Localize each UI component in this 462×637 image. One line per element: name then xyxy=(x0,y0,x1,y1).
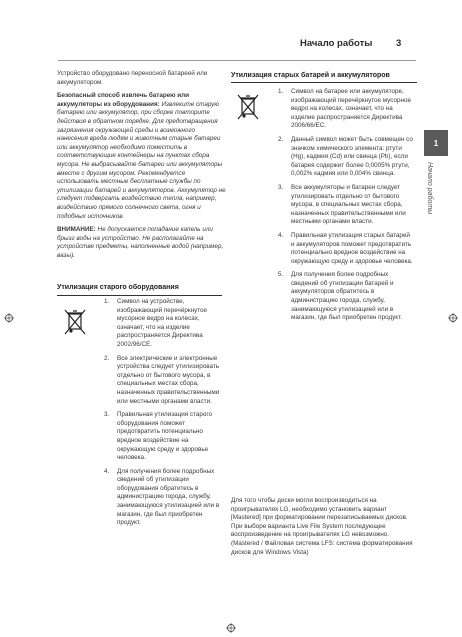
crossed-out-wheeled-bin-icon xyxy=(63,308,87,336)
battery-disposal-heading: Утилизация старых батарей и аккумуляторов xyxy=(231,72,390,79)
battery-removal-body: Извлеките старую батарею или аккумулятор, при сборке повторите действия в обратном порядке. Для предотвращения загрязнения окружающей среды и возможного нанесения вреда людям и животным старые батареи или аккумулятор необходимо поместить в соответствующие контейнеры на пунктах сбора мусора. Не выбрасывайте батареи или аккумуляторы вместе с другим мусором. Рекомендуется использовать местные бесплатные службы по утилизации батарей и аккумуляторов. Аккумулятор не следует подвергать воздействию тепла, например, воздействию прямого солнечного света, огня и подобных источников. xyxy=(57,100,226,220)
battery-intro: Устройство оборудовано переносной батареей или аккумулятором. xyxy=(57,70,208,86)
chapter-label: Начало работы xyxy=(426,162,433,215)
warning-paragraph xyxy=(57,226,227,260)
battery-disposal-list xyxy=(278,88,414,328)
header-rule xyxy=(58,60,416,61)
equipment-disposal-heading: Утилизация старого оборудования xyxy=(57,284,179,291)
registration-mark-icon xyxy=(4,313,14,323)
crossed-out-wheeled-bin-icon xyxy=(236,93,260,121)
page-header-title: Начало работы xyxy=(300,38,373,49)
registration-mark-icon xyxy=(448,313,458,323)
list-item: 5. Для получения более подробных сведений об утилизации батарей и аккумуляторов обратитесь в администрацию города, службу, занимающуюся утилизацией или в магазин, где был приобретен продукт. xyxy=(278,271,403,322)
list-item: 1. Символ на устройстве, изображающий перечёркнутое мусорное ведро на колесах, означает, что на изделие распространяется Директива 2002/96/CE. xyxy=(104,298,208,348)
battery-heading-rule xyxy=(231,82,417,83)
disc-format-note: Для того чтобы диски могли воспроизводиться на проигрывателях LG, необходимо установить вариант [Mastered] при форматировании перезаписываемых дисков. При выборе варианта Live File System последующее воспроизведение на проигрывателях LG невозможно. (Mastered / Файловая система LFS: система форматирования дисков для Windows Vista) xyxy=(231,497,413,556)
battery-removal-paragraph xyxy=(57,92,227,221)
registration-mark-icon xyxy=(226,623,236,633)
warning-label: ВНИМАНИЕ: xyxy=(57,226,96,234)
list-item: 2. Все электрические и электронные устройства следует утилизировать отдельно от бытового мусора, в специальных местах сбора, назначенных правительственными или местными органами власти. xyxy=(104,354,220,405)
list-item: 3. Все аккумуляторы и батареи следует утилизировать отдельно от бытового мусора, в специальных местах сбора, назначенных правительственными или местными органами власти. xyxy=(278,183,406,226)
equipment-disposal-list xyxy=(104,298,224,533)
list-item: 1. Символ на батарее или аккумуляторе, изображающий перечёркнутое мусорное ведро на колесах, означает, что на изделие распространяется Директива 2006/66/EC. xyxy=(278,88,411,130)
left-column xyxy=(57,70,227,265)
list-item: 2. Данный символ может быть совмещен со значком химического элемента: ртути (Hg), кадмия (Cd) или свинца (Pb), если батарея содержит более 0,0005% ртути, 0,002% кадмия или 0,004% свинца. xyxy=(278,135,413,178)
battery-removal-heading: Безопасный способ извлечь батарею или аккумуляторы из оборудования: xyxy=(57,92,190,108)
equipment-heading-rule xyxy=(57,295,222,296)
chapter-tab: 1 xyxy=(424,130,448,156)
list-item: 3. Правильная утилизация старого оборудования поможет предотвратить потенциально вредное воздействие на окружающую среду и здоровье человека. xyxy=(104,411,213,462)
page-number: 3 xyxy=(396,38,402,49)
list-item: 4. Для получения более подробных сведений об утилизации оборудования обратитесь в администрацию города, службу, занимающуюся утилизацией или в магазин, где был приобретен продукт. xyxy=(104,467,220,527)
warning-body: Не допускается попадание капель или брызг воды на устройство. Не располагайте на устройстве предметы, наполненные водой (например, вазы). xyxy=(57,226,224,259)
list-item: 4. Правильная утилизация старых батарей и аккумуляторов поможет предотвратить потенциально вредное воздействие на окружающую среду и здоровье человека. xyxy=(278,231,413,265)
